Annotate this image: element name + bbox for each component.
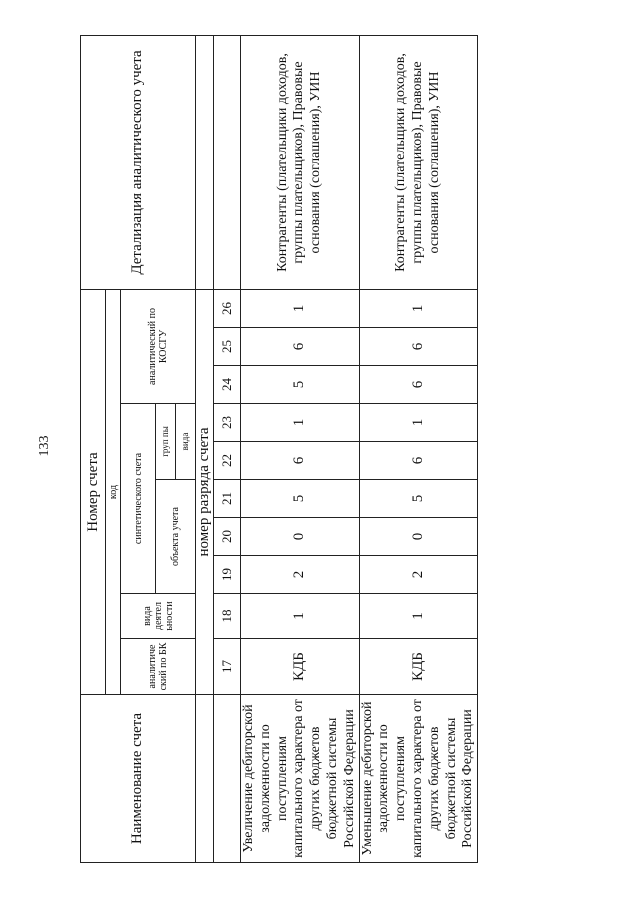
row-value: 5 (241, 366, 360, 404)
row-value: 6 (241, 442, 360, 480)
table-row (241, 35, 360, 862)
row-value: 1 (359, 404, 478, 442)
digit-label-spacer (196, 695, 214, 863)
analytical-bk-header: аналитиче ский по БК (121, 639, 196, 695)
header-row-1 (81, 35, 106, 862)
table-row (359, 35, 478, 862)
row-value: 0 (241, 518, 360, 556)
row-value: 6 (359, 328, 478, 366)
digit-20: 20 (214, 518, 241, 556)
detail-header: Детализация аналитического учета (81, 35, 196, 289)
row-value: 2 (359, 556, 478, 594)
row-detail: Контрагенты (плательщики доходов, группы плательщиков), Правовые основания (соглашения), УИН (241, 35, 360, 289)
row-detail: Контрагенты (плательщики доходов, группы плательщиков), Правовые основания (соглашения), УИН (359, 35, 478, 289)
row-value: 1 (241, 594, 360, 639)
digit-19: 19 (214, 556, 241, 594)
digit-22: 22 (214, 442, 241, 480)
digit-24: 24 (214, 366, 241, 404)
row-value: 1 (359, 289, 478, 327)
activity-type-header: вида деятел ьности (121, 594, 196, 639)
digit-spacer (214, 695, 241, 863)
page-number: 133 (37, 435, 52, 457)
digit-21: 21 (214, 480, 241, 518)
type-header: вида (176, 404, 196, 480)
row-value: 6 (241, 328, 360, 366)
accounts-table (80, 35, 478, 863)
digit-17: 17 (214, 639, 241, 695)
row-name: Уменьшение дебиторской задолженности по поступлениям капитального характера от других бюджетов бюджетной системы Российской Федерации (359, 695, 478, 863)
row-value: 5 (359, 480, 478, 518)
digit-25: 25 (214, 328, 241, 366)
group-header: груп пы (156, 404, 176, 480)
row-value: 2 (241, 556, 360, 594)
digit-label-row (196, 35, 214, 862)
analytical-kosgu-header: аналитический по КОСГУ (121, 289, 196, 403)
digit-label-spacer-right (196, 35, 214, 289)
digit-number-row (214, 35, 241, 862)
accounts-table-container (80, 36, 476, 863)
row-value: 1 (359, 594, 478, 639)
digit-spacer-right (214, 35, 241, 289)
row-value: 1 (241, 404, 360, 442)
accounting-object-header: объекта учета (156, 480, 196, 594)
row-value: 5 (241, 480, 360, 518)
row-name: Увеличение дебиторской задолженности по поступлениям капитального характера от других бюджетов бюджетной системы Российской Федерации (241, 695, 360, 863)
row-value: 6 (359, 366, 478, 404)
account-name-header: Наименование счета (81, 695, 196, 863)
digit-number-header: номер разряда счета (196, 289, 214, 694)
digit-23: 23 (214, 404, 241, 442)
account-number-header: Номер счета (81, 289, 106, 694)
row-value: КДБ (359, 639, 478, 695)
synthetic-account-header: синтетического счета (121, 404, 156, 594)
row-value: 1 (241, 289, 360, 327)
digit-18: 18 (214, 594, 241, 639)
digit-26: 26 (214, 289, 241, 327)
row-value: КДБ (241, 639, 360, 695)
row-value: 0 (359, 518, 478, 556)
code-header: код (106, 289, 121, 694)
row-value: 6 (359, 442, 478, 480)
